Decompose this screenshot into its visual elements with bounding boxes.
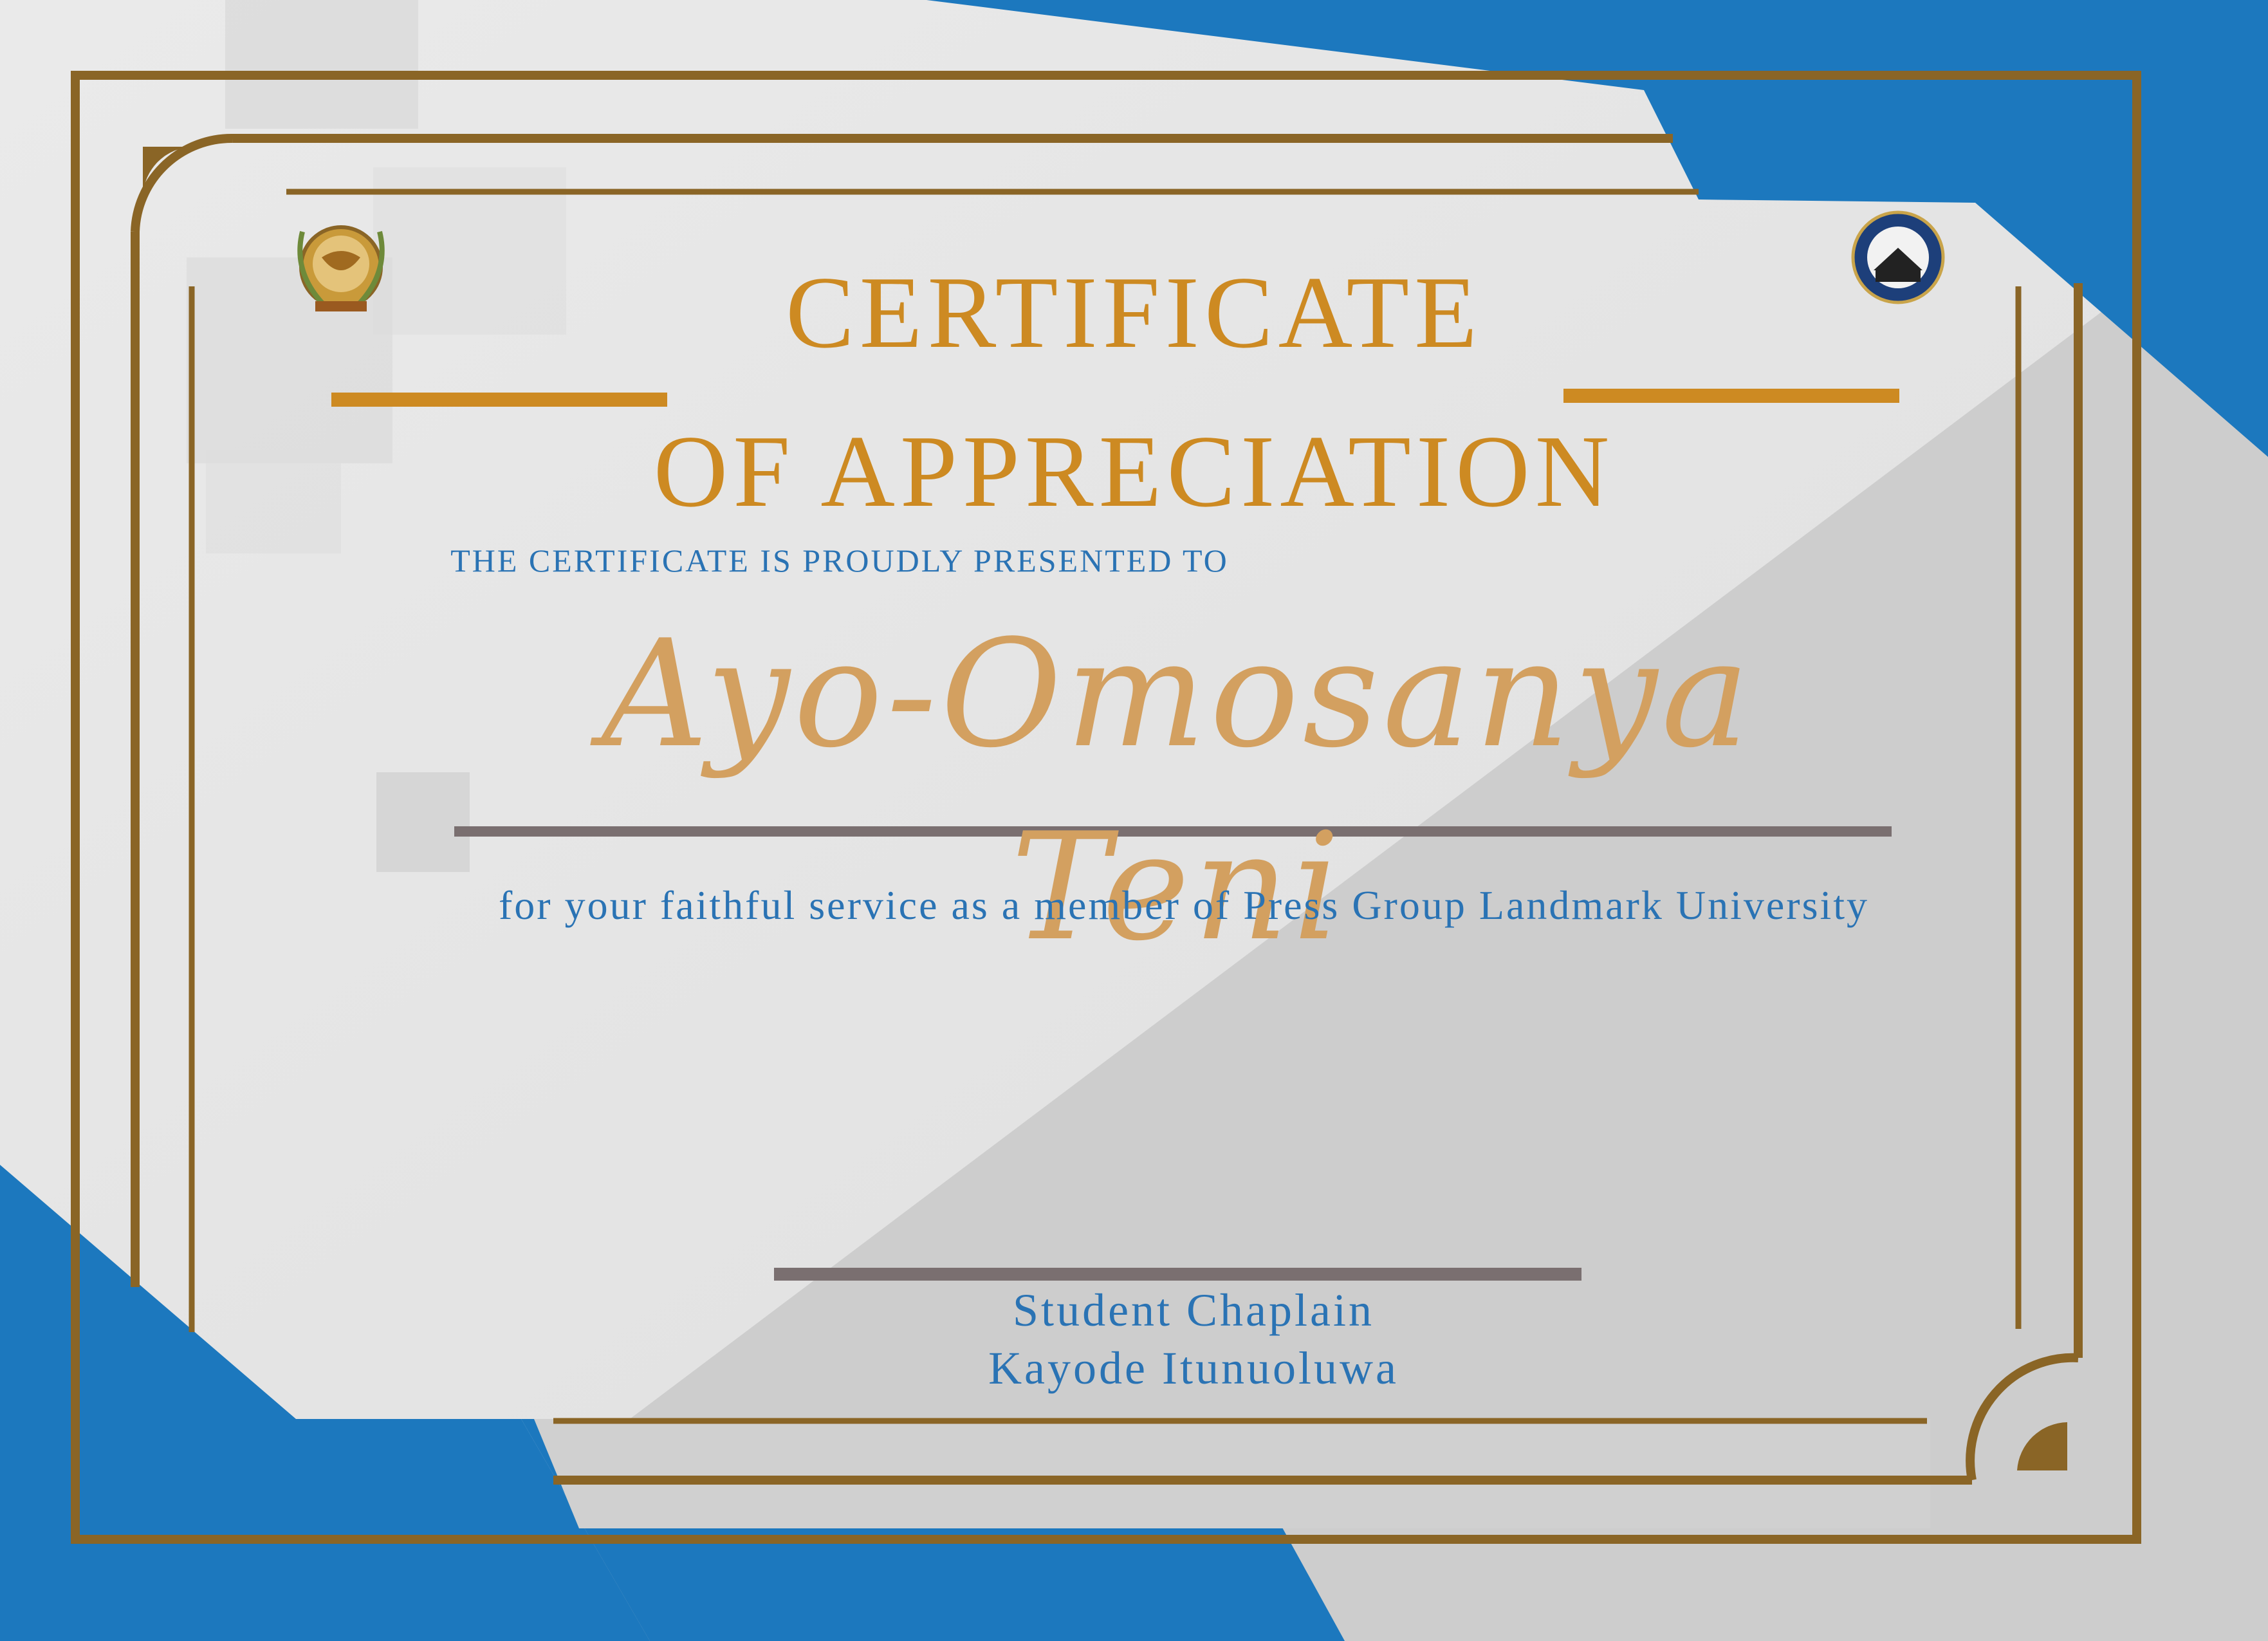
signature-line (774, 1268, 1581, 1281)
presented-to-text: THE CERTIFICATE IS PROUDLY PRESENTED TO (450, 542, 1229, 579)
service-text: for your faithful service as a member of Press Group Landmark University (498, 882, 1870, 928)
recipient-name: Ayo-Omosanya Teni (601, 609, 1754, 974)
title-rule-right (1563, 389, 1899, 403)
signatory-role: Student Chaplain (1013, 1284, 1374, 1336)
signatory-name: Kayode Itunuoluwa (988, 1342, 1399, 1394)
bg-square (225, 0, 418, 129)
certificate-subtitle-title: OF APPRECIATION (653, 414, 1615, 528)
certificate-title: CERTIFICATE (786, 255, 1482, 369)
panel-band-bottom (534, 1419, 1930, 1528)
title-rule-left (331, 393, 667, 407)
